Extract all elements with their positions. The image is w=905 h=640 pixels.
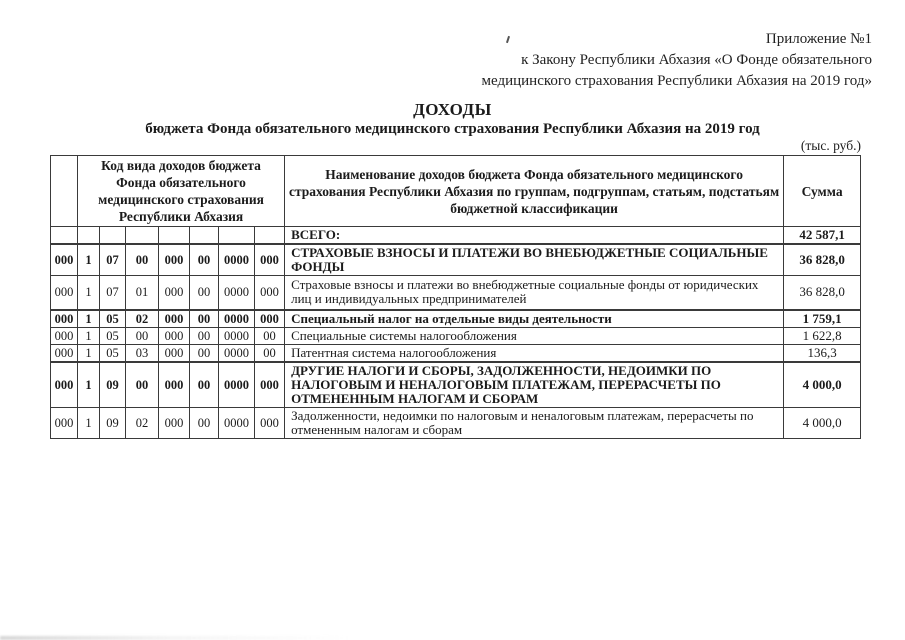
code-cell: 05 xyxy=(100,310,126,328)
sum-cell: 1 759,1 xyxy=(784,310,861,328)
sum-cell: 42 587,1 xyxy=(784,227,861,245)
code-cell: 1 xyxy=(78,276,100,310)
code-cell xyxy=(51,227,78,245)
code-cell xyxy=(159,227,190,245)
code-cell: 000 xyxy=(255,276,285,310)
code-cell: 01 xyxy=(126,276,159,310)
code-cell: 00 xyxy=(126,327,159,344)
name-cell: Задолженности, недоимки по налоговым и неналоговым платежам, перерасчеты по отмененным налогам и сборам xyxy=(285,407,784,438)
code-cell xyxy=(100,227,126,245)
code-cell: 1 xyxy=(78,310,100,328)
code-cell: 0000 xyxy=(219,244,255,276)
appendix-block xyxy=(482,29,873,92)
code-cell: 000 xyxy=(255,244,285,276)
name-cell: ВСЕГО: xyxy=(285,227,784,245)
code-cell: 000 xyxy=(159,344,190,362)
code-cell: 00 xyxy=(126,362,159,408)
code-cell: 000 xyxy=(159,407,190,438)
code-cell: 05 xyxy=(100,327,126,344)
code-cell: 000 xyxy=(51,327,78,344)
code-cell: 000 xyxy=(51,344,78,362)
code-cell: 1 xyxy=(78,244,100,276)
code-cell: 000 xyxy=(51,407,78,438)
code-cell xyxy=(255,227,285,245)
sum-cell: 36 828,0 xyxy=(784,244,861,276)
units-label: (тыс. руб.) xyxy=(800,138,861,153)
code-cell: 000 xyxy=(159,362,190,408)
table-row-total xyxy=(51,227,861,245)
code-cell: 000 xyxy=(255,310,285,328)
name-cell: Специальный налог на отдельные виды деятельности xyxy=(285,310,784,328)
code-cell: 00 xyxy=(190,344,219,362)
code-cell: 02 xyxy=(126,310,159,328)
scan-edge-smudge xyxy=(0,636,350,640)
code-cell: 09 xyxy=(100,362,126,408)
code-cell: 0000 xyxy=(219,344,255,362)
table-row xyxy=(51,407,861,438)
appendix-line-3: медицинского страхования Республики Абхазия на 2019 год» xyxy=(481,73,872,89)
name-cell: СТРАХОВЫЕ ВЗНОСЫ И ПЛАТЕЖИ ВО ВНЕБЮДЖЕТНЫЕ СОЦИАЛЬНЫЕ ФОНДЫ xyxy=(285,244,784,276)
code-cell xyxy=(190,227,219,245)
code-cell: 0000 xyxy=(219,310,255,328)
code-cell: 1 xyxy=(78,327,100,344)
sum-header-cell: Сумма xyxy=(784,156,861,227)
code-cell: 0000 xyxy=(219,362,255,408)
code-cell: 00 xyxy=(190,327,219,344)
code-cell: 00 xyxy=(190,276,219,310)
name-cell: Специальные системы налогообложения xyxy=(285,327,784,344)
code-cell: 07 xyxy=(100,276,126,310)
sum-cell: 136,3 xyxy=(784,344,861,362)
code-cell: 1 xyxy=(78,344,100,362)
code-cell xyxy=(78,227,100,245)
code-cell: 000 xyxy=(255,362,285,408)
table-row xyxy=(51,344,861,362)
income-table xyxy=(50,155,861,439)
sum-cell: 4 000,0 xyxy=(784,362,861,408)
table-row xyxy=(51,244,861,276)
code-cell: 02 xyxy=(126,407,159,438)
code-cell: 000 xyxy=(159,244,190,276)
code-cell: 000 xyxy=(159,310,190,328)
code-cell: 00 xyxy=(190,244,219,276)
code-cell: 000 xyxy=(159,276,190,310)
code-cell: 0000 xyxy=(219,276,255,310)
code-cell: 07 xyxy=(100,244,126,276)
code-header-cell: Код вида доходов бюджета Фонда обязательного медицинского страхования Республики Абхазия xyxy=(78,156,285,227)
code-cell: 000 xyxy=(159,327,190,344)
code-cell: 000 xyxy=(51,276,78,310)
code-cell: 00 xyxy=(190,310,219,328)
code-cell: 00 xyxy=(255,344,285,362)
code-cell xyxy=(219,227,255,245)
table-row xyxy=(51,327,861,344)
code-cell: 00 xyxy=(126,244,159,276)
code-cell: 00 xyxy=(255,327,285,344)
code-cell: 0000 xyxy=(219,407,255,438)
code-cell xyxy=(126,227,159,245)
name-cell: ДРУГИЕ НАЛОГИ И СБОРЫ, ЗАДОЛЖЕННОСТИ, НЕДОИМКИ ПО НАЛОГОВЫМ И НЕНАЛОГОВЫМ ПЛАТЕЖАМ, ПЕРЕРАСЧЕТЫ ПО ОТМЕНЕННЫМ НАЛОГАМ И СБОРАМ xyxy=(285,362,784,408)
table-row xyxy=(51,310,861,328)
code-cell: 03 xyxy=(126,344,159,362)
name-cell: Страховые взносы и платежи во внебюджетные социальные фонды от юридических лиц и индивидуальных предпринимателей xyxy=(285,276,784,310)
code-cell: 000 xyxy=(51,310,78,328)
table-header-row xyxy=(51,156,861,227)
name-cell: Патентная система налогообложения xyxy=(285,344,784,362)
appendix-line-1: Приложение №1 xyxy=(765,31,872,47)
code-cell: 000 xyxy=(51,244,78,276)
sum-cell: 4 000,0 xyxy=(784,407,861,438)
code-cell: 000 xyxy=(51,362,78,408)
sum-cell: 1 622,8 xyxy=(784,327,861,344)
page-subtitle: бюджета Фонда обязательного медицинского страхования Республики Абхазия на 2019 год xyxy=(145,121,760,137)
code-cell: 05 xyxy=(100,344,126,362)
code-cell: 00 xyxy=(190,407,219,438)
code-cell: 000 xyxy=(255,407,285,438)
code-cell: 00 xyxy=(190,362,219,408)
code-cell: 1 xyxy=(78,362,100,408)
table-row xyxy=(51,362,861,408)
code-cell: 0000 xyxy=(219,327,255,344)
page-title: ДОХОДЫ xyxy=(413,100,492,119)
code-cell: 1 xyxy=(78,407,100,438)
code-cell: 09 xyxy=(100,407,126,438)
name-header-cell: Наименование доходов бюджета Фонда обязательного медицинского страхования Республики Абхазия по группам, подгруппам, статьям, подстатьям бюджетной классификации xyxy=(285,156,784,227)
code-header-empty-cell xyxy=(51,156,78,227)
sum-cell: 36 828,0 xyxy=(784,276,861,310)
appendix-line-2: к Закону Республики Абхазия «О Фонде обязательного xyxy=(521,52,872,68)
table-row xyxy=(51,276,861,310)
